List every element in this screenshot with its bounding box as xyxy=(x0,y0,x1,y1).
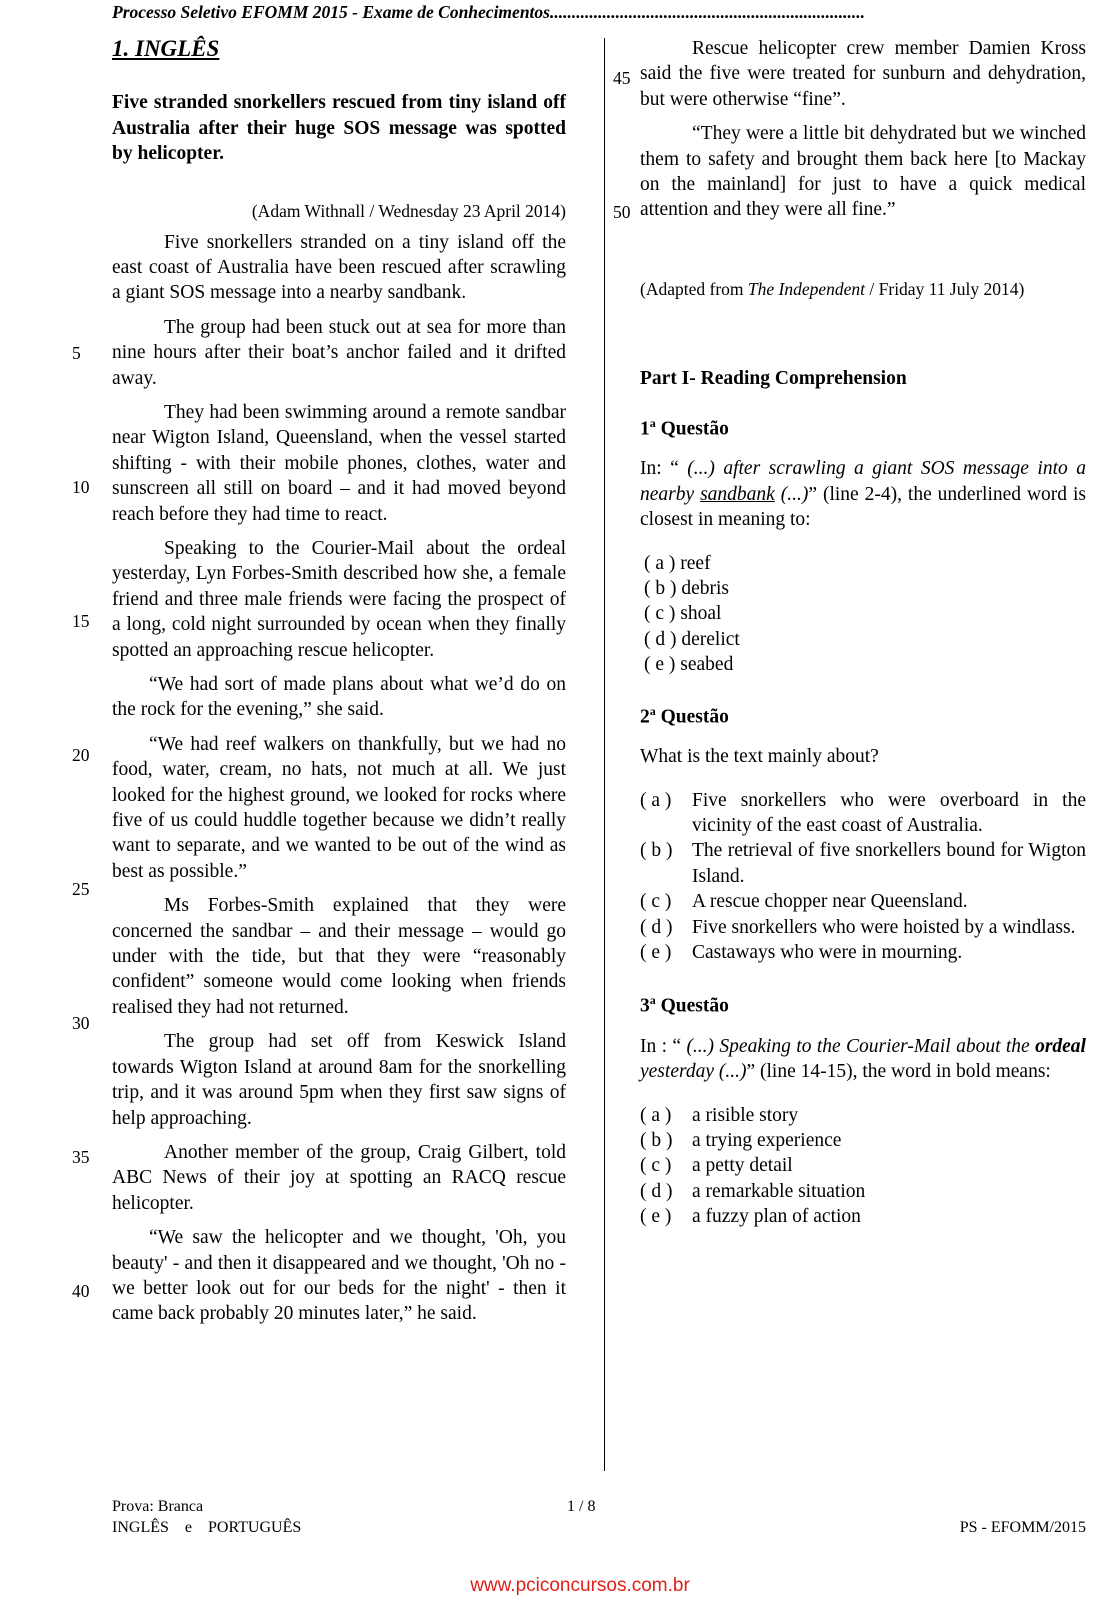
option-a[interactable]: ( a ) a risible story xyxy=(640,1104,799,1126)
column-divider xyxy=(604,38,605,1471)
article-source: (Adapted from The Independent / Friday 11 July 2014) xyxy=(640,278,1025,299)
line-number: 45 xyxy=(613,68,631,88)
question-1-title: 1$^a$ Questão xyxy=(640,415,729,440)
question-3-title: 3$^a$ Questão xyxy=(640,993,729,1017)
article-paragraph: “We had reef walkers on thankfully, but we had no food, water, cream, no hats, not much at all. We just looked for the highest ground, we looked for rocks where five of us could huddle together because we didn’t really want to separate, and we wanted to be out of the wind as best as possible.” xyxy=(112,733,566,882)
article-paragraph: Rescue helicopter crew member Damien Kross said the five were treated for sunburn and dehydration, but were otherwise “fine”. xyxy=(640,38,1086,110)
question-1-options xyxy=(644,551,1086,678)
question-1-prompt: In: “ (...) after scrawling a giant SOS message into a nearby sandbank (...)” (line 2-4), the underlined word is closest in meaning to: xyxy=(640,458,1086,531)
option-a[interactable]: ( a ) Five snorkellers who were overboard in the vicinity of the east coast of Australia. xyxy=(640,789,1086,836)
question-3-options xyxy=(640,1103,1086,1230)
option-b[interactable]: ( b ) a trying experience xyxy=(640,1130,842,1152)
article-paragraph: Speaking to the Courier-Mail about the ordeal yesterday, Lyn Forbes-Smith described how she, a female friend and three male friends were facing the prospect of a long, cold night surrounded by ocean when they finally spotted an approaching rescue helicopter. xyxy=(112,537,566,661)
exam-header: Processo Seletivo EFOMM 2015 - Exame de Conhecimentos........................................................................ xyxy=(112,2,865,22)
line-number: 40 xyxy=(72,1281,90,1301)
line-number: 30 xyxy=(72,1013,90,1033)
article-byline: (Adam Withnall / Wednesday 23 April 2014) xyxy=(251,200,566,221)
article-paragraph: “We had sort of made plans about what we’d do on the rock for the evening,” she said. xyxy=(112,674,566,721)
question-2-options xyxy=(640,788,1086,966)
option-e[interactable]: ( e ) Castaways who were in mourning. xyxy=(640,941,963,963)
section-title: 1. INGLÊS xyxy=(112,36,220,61)
article-paragraph: “They were a little bit dehydrated but we winched them to safety and brought them back here [to Mackay on the mainland] for just to have a quick medical attention and they were all fine.” xyxy=(640,123,1086,221)
footer-code: PS - EFOMM/2015 xyxy=(959,1519,1086,1536)
article-paragraph: Five snorkellers stranded on a tiny island off the east coast of Australia have been rescued after scrawling a giant SOS message into a nearby sandbank. xyxy=(112,231,566,304)
question-3-prompt: In : “ (...) Speaking to the Courier-Mail about the ordeal yesterday (...)” (line 14-15), the word in bold means: xyxy=(640,1035,1086,1083)
line-number: 15 xyxy=(72,611,90,631)
article-headline: Five stranded snorkellers rescued from tiny island off Australia after their huge SOS message was spotted by helicopter. xyxy=(112,92,566,164)
option-c[interactable]: ( c ) A rescue chopper near Queensland. xyxy=(640,891,968,913)
footer-subject: INGLÊS e PORTUGUÊS xyxy=(112,1519,302,1536)
footer-prova: Prova: Branca xyxy=(112,1498,204,1515)
option-c[interactable]: ( c ) shoal xyxy=(644,603,722,625)
article-paragraph: The group had set off from Keswick Island towards Wigton Island at around 8am for the snorkelling trip, and it was around 5pm when they first saw signs of help approaching. xyxy=(112,1031,566,1129)
article-paragraph: “We saw the helicopter and we thought, 'Oh, you beauty' - and then it disappeared and we thought, 'Oh no - we better look out for our beds for the night' - then it came back probably 20 minutes later,” he said. xyxy=(112,1227,566,1325)
option-b[interactable]: ( b ) The retrieval of five snorkellers bound for Wigton Island. xyxy=(640,840,1086,887)
question-2-title: 2$^a$ Questão xyxy=(640,703,729,728)
option-e[interactable]: ( e ) a fuzzy plan of action xyxy=(640,1206,861,1228)
questions-column xyxy=(640,36,1086,1230)
article-column xyxy=(112,36,566,1336)
option-b[interactable]: ( b ) debris xyxy=(644,577,730,599)
line-number: 35 xyxy=(72,1147,90,1167)
option-d[interactable]: ( d ) Five snorkellers who were hoisted by a windlass. xyxy=(640,916,1076,938)
option-a[interactable]: ( a ) reef xyxy=(644,552,711,574)
question-2-prompt: What is the text mainly about? xyxy=(640,746,879,768)
line-number: 25 xyxy=(72,879,90,899)
line-number: 5 xyxy=(72,343,81,363)
line-number: 50 xyxy=(613,202,631,222)
article-paragraph: The group had been stuck out at sea for more than nine hours after their boat’s anchor failed and it drifted away. xyxy=(112,316,566,389)
article-paragraph: Another member of the group, Craig Gilbert, told ABC News of their joy at spotting an RACQ rescue helicopter. xyxy=(112,1141,566,1214)
option-d[interactable]: ( d ) derelict xyxy=(644,628,740,650)
article-paragraph: They had been swimming around a remote sandbar near Wigton Island, Queensland, when the vessel started shifting - with their mobile phones, clothes, water and sunscreen all still on board – and it had moved beyond reach before they had time to react. xyxy=(112,401,566,525)
option-c[interactable]: ( c ) a petty detail xyxy=(640,1155,793,1177)
site-url-link[interactable]: www.pciconcursos.com.br xyxy=(470,1575,690,1596)
line-number: 20 xyxy=(72,745,90,765)
page-number: 1 / 8 xyxy=(567,1498,596,1515)
article-paragraph: Ms Forbes-Smith explained that they were concerned the sandbar – and their message – would go under with the tide, but that they were “reasonably confident” someone would come looking when friends realised they had not returned. xyxy=(112,895,566,1018)
option-d[interactable]: ( d ) a remarkable situation xyxy=(640,1180,866,1202)
line-number: 10 xyxy=(72,477,90,497)
option-e[interactable]: ( e ) seabed xyxy=(644,654,734,676)
part-title: Part I- Reading Comprehension xyxy=(640,367,907,389)
